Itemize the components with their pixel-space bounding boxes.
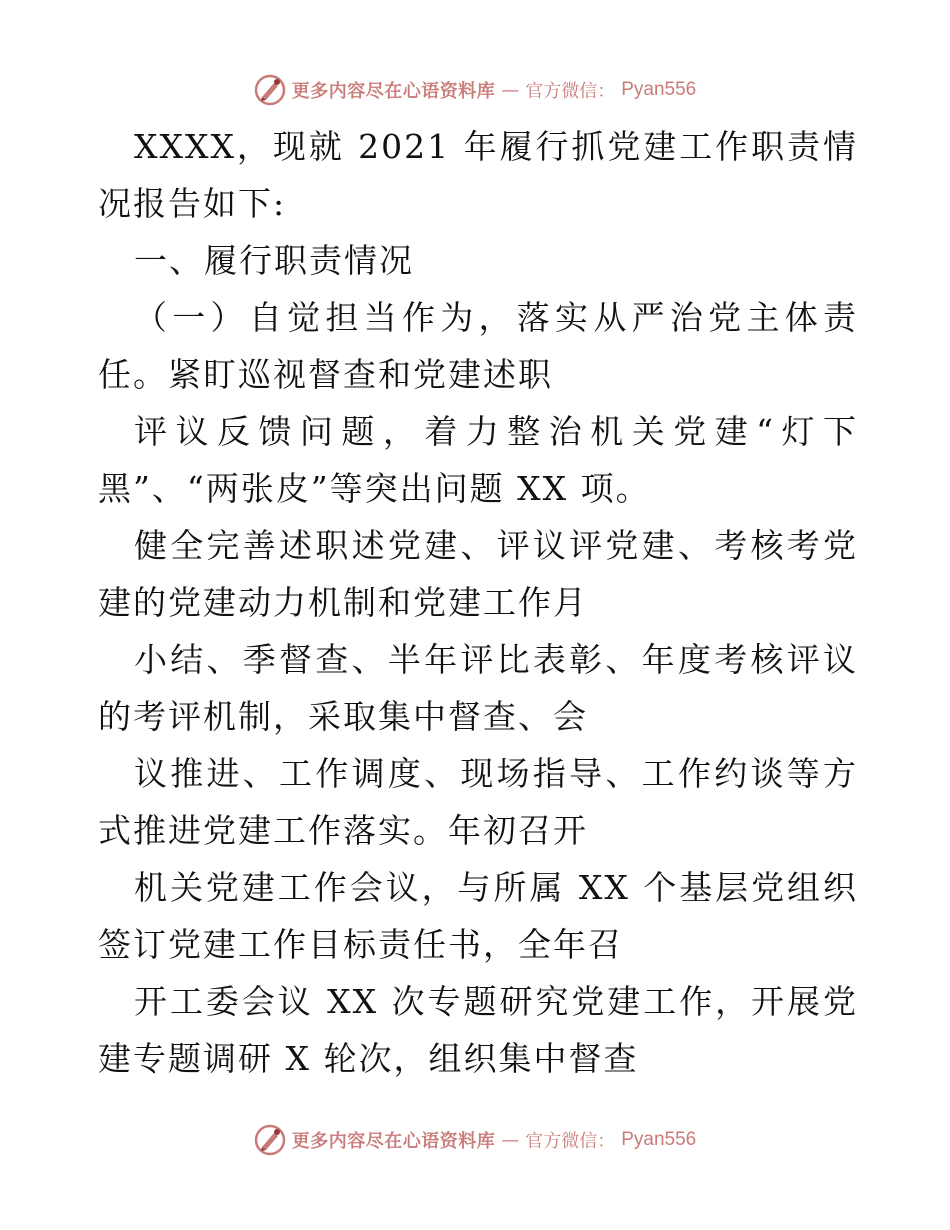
paragraph: 小结、季督查、半年评比表彰、年度考核评议的考评机制，采取集中督查、会 bbox=[98, 640, 858, 736]
pen-logo-icon bbox=[254, 1124, 286, 1156]
watermark-wechat-id: Pyan556 bbox=[621, 1129, 697, 1150]
section-heading: 一、履行职责情况 bbox=[134, 241, 414, 280]
watermark-group bbox=[254, 74, 697, 106]
watermark-main-text: 更多内容尽在心语资料库 bbox=[291, 81, 496, 102]
document-body bbox=[98, 118, 858, 1087]
watermark-label: 官方微信： bbox=[525, 1131, 616, 1152]
paragraph: （一）自觉担当作为，落实从严治党主体责任。紧盯巡视督查和党建述职 bbox=[98, 298, 858, 394]
paragraph: 议推进、工作调度、现场指导、工作约谈等方式推进党建工作落实。年初召开 bbox=[98, 754, 858, 850]
paragraph: 健全完善述职述党建、评议评党建、考核考党建的党建动力机制和党建工作月 bbox=[98, 526, 858, 622]
watermark-label: 官方微信： bbox=[525, 81, 616, 102]
watermark-separator: — bbox=[501, 1129, 520, 1151]
paragraph: XXXX，现就 2021 年履行抓党建工作职责情况报告如下: bbox=[98, 127, 858, 223]
header-watermark bbox=[0, 70, 950, 110]
paragraph: 开工委会议 XX 次专题研究党建工作，开展党建专题调研 X 轮次，组织集中督查 bbox=[98, 982, 858, 1078]
paragraph: 评议反馈问题，着力整治机关党建“灯下黑”、“两张皮”等突出问题 XX 项。 bbox=[98, 412, 858, 508]
pen-logo-icon bbox=[254, 74, 286, 106]
watermark-separator: — bbox=[501, 79, 520, 101]
watermark-group bbox=[254, 1124, 697, 1156]
paragraph: 机关党建工作会议，与所属 XX 个基层党组织签订党建工作目标责任书，全年召 bbox=[98, 868, 858, 964]
watermark-wechat-id: Pyan556 bbox=[621, 79, 697, 100]
watermark-main-text: 更多内容尽在心语资料库 bbox=[291, 1131, 496, 1152]
footer-watermark bbox=[0, 1120, 950, 1160]
